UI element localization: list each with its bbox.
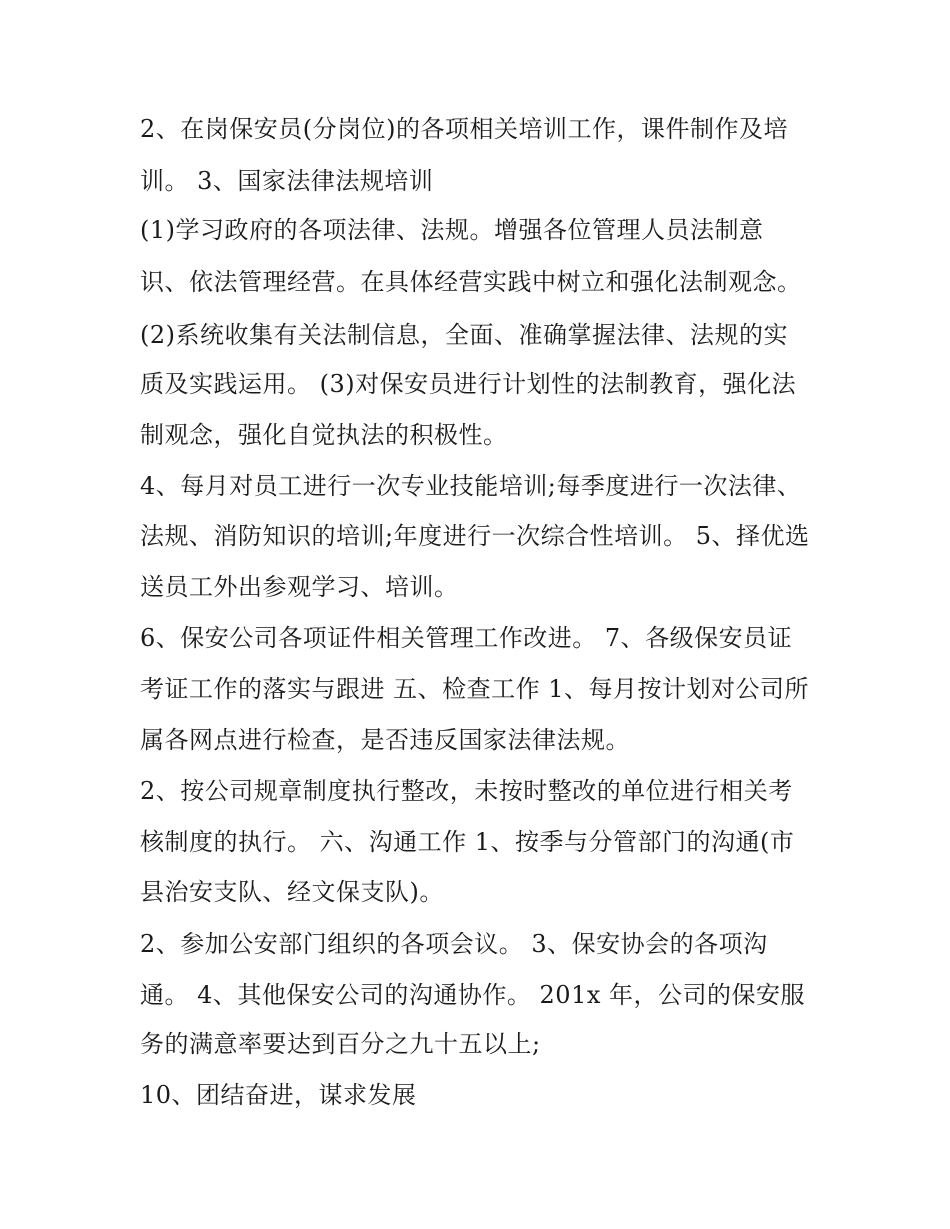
text-line: 识、依法管理经营。在具体经营实践中树立和强化法制观念。: [140, 268, 802, 296]
text-line: 制观念，强化自觉执法的积极性。: [140, 421, 508, 449]
text-line: 训。 3、国家法律法规培训: [140, 167, 434, 195]
text-line: 送员工外出参观学习、培训。: [140, 573, 459, 601]
text-line: 2、按公司规章制度执行整改，未按时整改的单位进行相关考: [140, 777, 793, 805]
text-line: (1)学习政府的各项法律、法规。增强各位管理人员法制意: [140, 216, 764, 244]
text-line: (2)系统收集有关法制信息，全面、准确掌握法律、法规的实: [140, 321, 788, 349]
text-line: 6、保安公司各项证件相关管理工作改进。 7、各级保安员证: [140, 624, 793, 652]
text-line: 2、参加公安部门组织的各项会议。 3、保安协会的各项沟: [140, 930, 768, 958]
text-line: 通。 4、其他保安公司的沟通协作。 201x 年，公司的保安服: [140, 981, 805, 1009]
text-line: 考证工作的落实与跟进 五、检查工作 1、每月按计划对公司所: [140, 675, 810, 703]
text-line: 县治安支队、经文保支队)。: [140, 878, 444, 906]
text-line: 法规、消防知识的培训;年度进行一次综合性培训。 5、择优选: [140, 522, 810, 550]
text-line: 核制度的执行。 六、沟通工作 1、按季与分管部门的沟通(市: [140, 828, 795, 856]
text-line: 4、每月对员工进行一次专业技能培训;每季度进行一次法律、: [140, 472, 802, 500]
text-line: 2、在岗保安员(分岗位)的各项相关培训工作，课件制作及培: [140, 115, 788, 143]
text-line: 10、团结奋进，谋求发展: [140, 1081, 417, 1109]
text-line: 质及实践运用。 (3)对保安员进行计划性的法制教育，强化法: [140, 370, 797, 398]
text-line: 务的满意率要达到百分之九十五以上;: [140, 1030, 541, 1058]
text-line: 属各网点进行检查，是否违反国家法律法规。: [140, 726, 630, 754]
